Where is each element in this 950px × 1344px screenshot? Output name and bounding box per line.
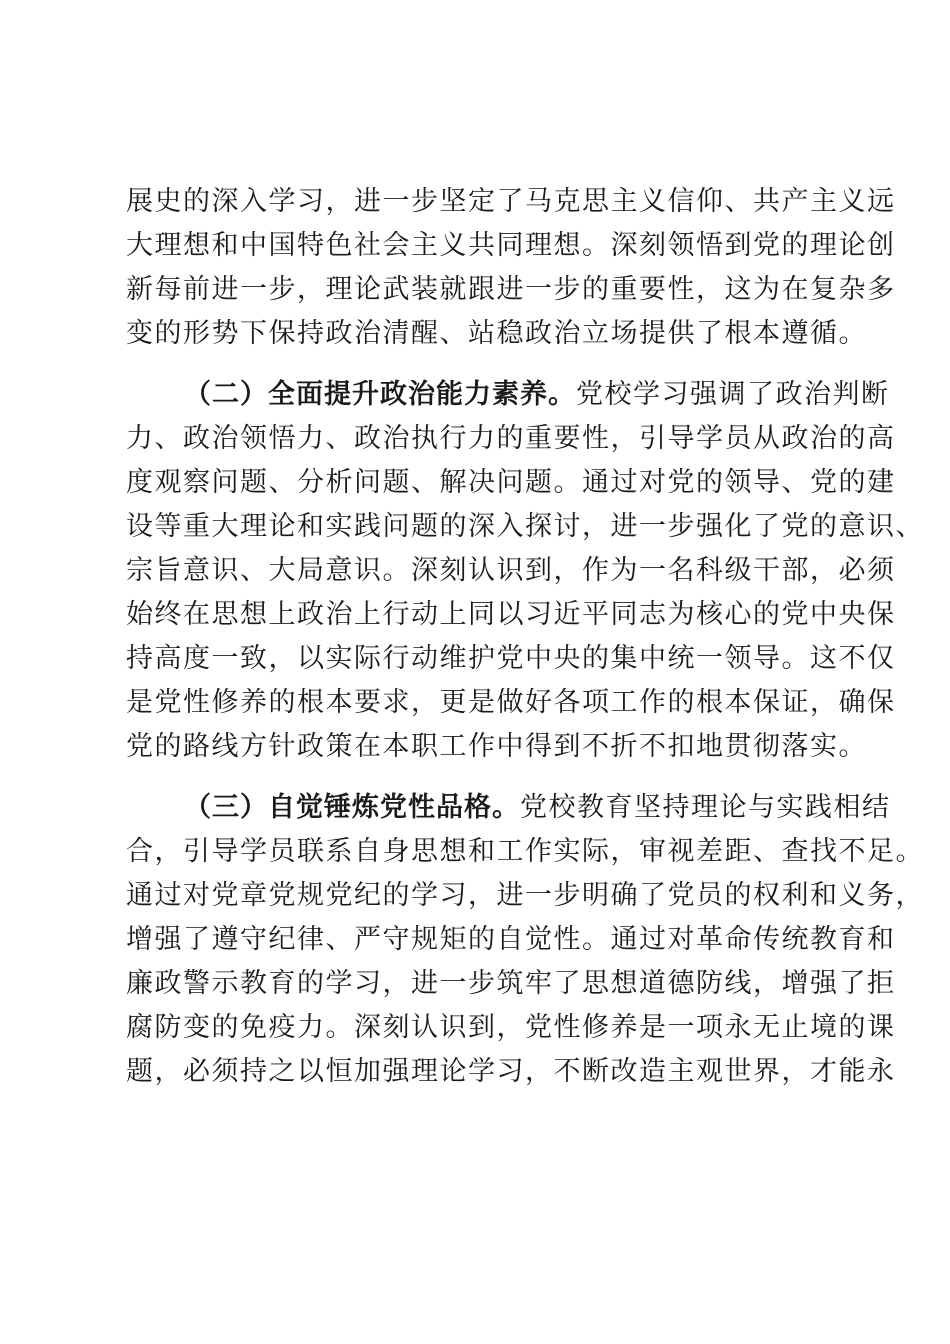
- document-body: [126, 180, 924, 1094]
- text-line: 新每前进一步，理论武装就跟进一步的重要性，这为在复杂多: [126, 274, 896, 305]
- paragraph-2: [126, 373, 924, 769]
- paragraph-spacer: [126, 769, 846, 786]
- section-heading: （二）全面提升政治能力素养。: [184, 379, 576, 410]
- text-line: 党的路线方针政策在本职工作中得到不折不扣地贯彻落实。: [126, 731, 867, 762]
- text-line: 大理想和中国特色社会主义共同理想。深刻领悟到党的理论创: [126, 230, 896, 261]
- text-line-first: [126, 786, 891, 830]
- text-line: 持高度一致，以实际行动维护党中央的集中统一领导。这不仅: [126, 643, 896, 674]
- paragraph-3: [126, 786, 924, 1094]
- paragraph-1: [126, 180, 896, 356]
- text-line: 增强了遵守纪律、严守规矩的自觉性。通过对革命传统教育和: [126, 924, 896, 955]
- text-line: 是党性修养的根本要求，更是做好各项工作的根本保证，确保: [126, 687, 896, 718]
- text-line: 设等重大理论和实践问题的深入探讨，进一步强化了党的意识、: [126, 511, 924, 542]
- heading-continuation: 党校学习强调了政治判断: [576, 379, 890, 410]
- text-line: 合，引导学员联系自身思想和工作实际，审视差距、查找不足。: [126, 836, 924, 867]
- heading-continuation: 党校教育坚持理论与实践相结: [520, 792, 891, 823]
- section-heading: （三）自觉锤炼党性品格。: [184, 792, 520, 823]
- text-line: 廉政警示教育的学习，进一步筑牢了思想道德防线，增强了拒: [126, 968, 896, 999]
- text-line: 宗旨意识、大局意识。深刻认识到，作为一名科级干部，必须: [126, 555, 896, 586]
- text-line-first: [126, 373, 890, 417]
- text-line: 展史的深入学习，进一步坚定了马克思主义信仰、共产主义远: [126, 186, 896, 217]
- text-line: 通过对党章党规党纪的学习，进一步明确了党员的权利和义务，: [126, 880, 924, 911]
- text-line: 力、政治领悟力、政治执行力的重要性，引导学员从政治的高: [126, 423, 896, 454]
- text-line: 度观察问题、分析问题、解决问题。通过对党的领导、党的建: [126, 467, 896, 498]
- text-line: 题，必须持之以恒加强理论学习，不断改造主观世界，才能永: [126, 1056, 896, 1087]
- text-line: 始终在思想上政治上行动上同以习近平同志为核心的党中央保: [126, 599, 896, 630]
- paragraph-spacer: [126, 356, 846, 373]
- text-line: 变的形势下保持政治清醒、站稳政治立场提供了根本遵循。: [126, 318, 867, 349]
- text-line: 腐防变的免疫力。深刻认识到，党性修养是一项永无止境的课: [126, 1012, 896, 1043]
